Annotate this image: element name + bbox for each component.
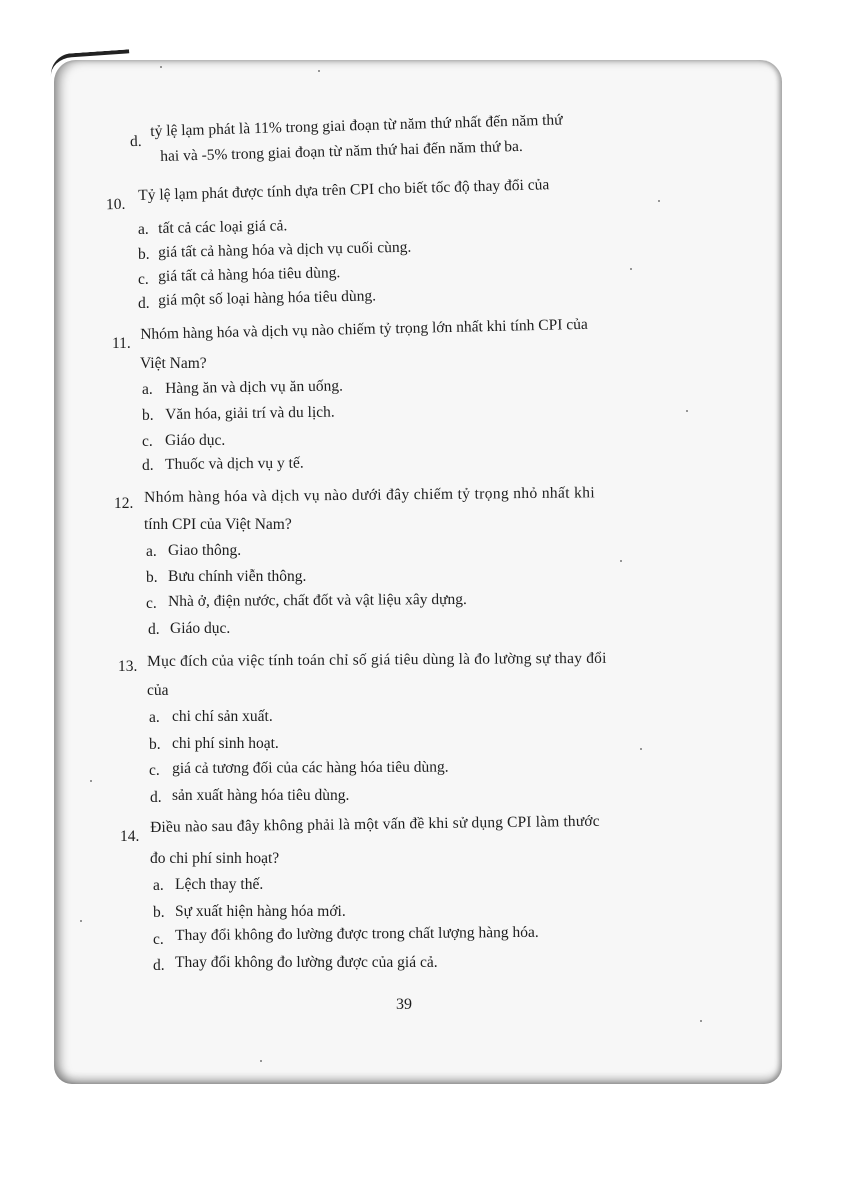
question-11-option-d: Thuốc và dịch vụ y tế.	[165, 454, 304, 473]
question-13-text-line-1: Mục đích của việc tính toán chỉ số giá tiêu dùng là đo lường sự thay đổi	[147, 649, 607, 670]
lead-line-1: tỷ lệ lạm phát là 11% trong giai đoạn từ năm thứ nhất đến năm thứ	[150, 111, 563, 140]
question-14-option-d-label: d.	[153, 957, 165, 974]
question-13-option-a: chi chí sản xuất.	[172, 708, 273, 725]
scan-speck	[658, 200, 660, 202]
question-11-number: 11.	[112, 335, 131, 352]
question-11-option-c-label: c.	[142, 433, 153, 450]
question-14-option-c-label: c.	[153, 931, 164, 948]
scan-speck	[318, 70, 320, 72]
scan-speck	[640, 748, 642, 750]
question-11-option-b-label: b.	[142, 407, 154, 424]
question-12-option-a-label: a.	[146, 543, 157, 560]
scan-speck	[700, 1020, 702, 1022]
question-14-option-a-label: a.	[153, 877, 164, 894]
question-10-option-a: tất cả các loại giá cả.	[158, 217, 288, 237]
question-12-number: 12.	[114, 495, 134, 512]
question-14-text-line-1: Điều nào sau đây không phải là một vấn đề khi sử dụng CPI làm thước	[150, 812, 600, 836]
question-13-option-b-label: b.	[149, 736, 161, 753]
question-11-text-line-1: Nhóm hàng hóa và dịch vụ nào chiếm tỷ trọng lớn nhất khi tính CPI của	[140, 315, 589, 343]
question-10-option-c-label: c.	[138, 271, 149, 288]
question-11-option-a: Hàng ăn và dịch vụ ăn uống.	[165, 377, 344, 397]
question-10-text: Tỷ lệ lạm phát được tính dựa trên CPI cho biết tốc độ thay đổi của	[138, 176, 550, 204]
question-14-option-b-label: b.	[153, 904, 165, 921]
question-12-option-b: Bưu chính viễn thông.	[168, 568, 307, 585]
question-11-option-c: Giáo dục.	[165, 432, 226, 449]
question-10-number: 10.	[105, 195, 126, 214]
question-13-option-d-label: d.	[150, 789, 162, 806]
question-10-option-b: giá tất cả hàng hóa và dịch vụ cuối cùng.	[158, 238, 412, 261]
lead-line-2: hai và -5% trong giai đoạn từ năm thứ hai đến năm thứ ba.	[160, 137, 524, 165]
scan-speck	[90, 780, 92, 782]
question-13-option-d: sản xuất hàng hóa tiêu dùng.	[172, 787, 350, 804]
scan-speck	[630, 268, 632, 270]
question-10-option-d-label: d.	[138, 295, 150, 312]
question-12-option-c-label: c.	[146, 595, 157, 612]
question-12-text-line-1: Nhóm hàng hóa và dịch vụ nào dưới đây chiếm tỷ trọng nhỏ nhất khi	[144, 484, 596, 506]
question-13-option-c: giá cả tương đối của các hàng hóa tiêu dùng.	[172, 758, 449, 777]
question-14-text-line-2: đo chi phí sinh hoạt?	[150, 850, 280, 867]
question-14-number: 14.	[120, 828, 140, 845]
question-10-option-b-label: b.	[138, 246, 150, 263]
question-11-option-a-label: a.	[142, 381, 153, 398]
question-12-option-c: Nhà ở, điện nước, chất đốt và vật liệu xây dựng.	[168, 590, 467, 610]
question-13-number: 13.	[118, 658, 138, 675]
question-10-option-a-label: a.	[138, 221, 149, 238]
scan-speck	[80, 920, 82, 922]
question-14-option-a: Lệch thay thế.	[175, 876, 264, 893]
question-10-option-d: giá một số loại hàng hóa tiêu dùng.	[158, 287, 377, 309]
question-14-option-b: Sự xuất hiện hàng hóa mới.	[175, 903, 346, 920]
question-12-option-a: Giao thông.	[168, 542, 242, 559]
question-10-option-c: giá tất cả hàng hóa tiêu dùng.	[158, 264, 341, 285]
question-12-option-d: Giáo dục.	[170, 620, 231, 637]
question-13-option-b: chi phí sinh hoạt.	[172, 735, 279, 752]
scan-speck	[260, 1060, 262, 1062]
question-11-option-d-label: d.	[142, 457, 154, 474]
question-14-option-d: Thay đổi không đo lường được của giá cả.	[175, 954, 438, 971]
page-number: 39	[396, 996, 412, 1013]
question-14-option-c: Thay đổi không đo lường được trong chất lượng hàng hóa.	[175, 923, 539, 944]
question-13-option-a-label: a.	[149, 709, 160, 726]
question-13-text-line-2: của	[147, 682, 169, 699]
lead-option-label: d.	[129, 132, 142, 151]
question-12-text-line-2: tính CPI của Việt Nam?	[144, 516, 292, 533]
question-11-option-b: Văn hóa, giải trí và du lịch.	[165, 403, 335, 423]
question-13-option-c-label: c.	[149, 762, 160, 779]
question-12-option-d-label: d.	[148, 621, 160, 638]
question-12-option-b-label: b.	[146, 569, 158, 586]
question-11-text-line-2: Việt Nam?	[140, 355, 207, 372]
scan-speck	[160, 66, 162, 68]
scan-speck	[620, 560, 622, 562]
scan-speck	[686, 410, 688, 412]
